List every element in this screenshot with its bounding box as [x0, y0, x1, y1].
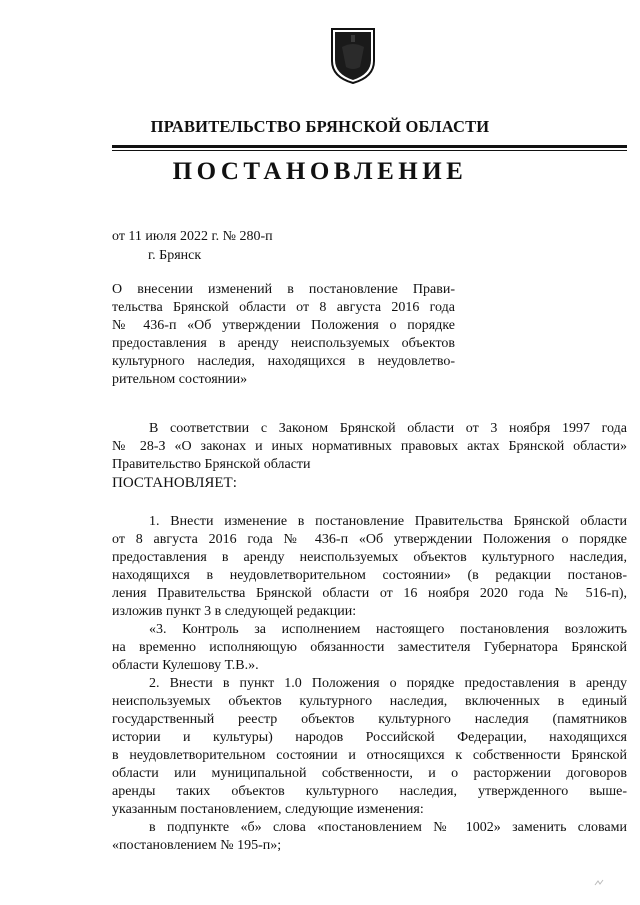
coat-of-arms-icon — [330, 27, 376, 85]
item-1-quote-line: области Кулешову Т.В.». — [112, 658, 259, 673]
subject-line: № 436-п «Об утверждении Положения о порядке — [112, 318, 455, 333]
document-city: г. Брянск — [148, 248, 202, 263]
item-1-quote-paragraph — [112, 621, 627, 675]
item-1-line: находящихся в неудовлетворительном состоянии» (в редакции постанов- — [112, 568, 627, 583]
document-date-number: от 11 июля 2022 г. № 280-п — [112, 229, 273, 244]
item-2-line: истории и культуры) народов Российской Федерации, находящихся — [112, 730, 627, 745]
subject-line: культурного наследия, находящихся в неудовлетво- — [112, 354, 455, 369]
header-rule-thin — [112, 150, 627, 151]
item-2-paragraph — [112, 675, 627, 819]
subject-line: предоставления в аренду неиспользуемых объектов — [112, 336, 455, 351]
preamble-line: В соответствии с Законом Брянской области от 3 ноября 1997 года — [149, 421, 627, 436]
item-2-line: указанным постановлением, следующие изменения: — [112, 802, 424, 817]
item-2-line: аренды таких объектов культурного наследия, утвержденного выше- — [112, 784, 627, 799]
item-2-line: государственный реестр объектов культурного наследия (памятников — [112, 712, 627, 727]
subject-line: О внесении изменений в постановление Прави- — [112, 282, 455, 297]
preamble-paragraph — [112, 420, 627, 492]
organization-name: ПРАВИТЕЛЬСТВО БРЯНСКОЙ ОБЛАСТИ — [150, 117, 490, 136]
item-1-quote-line: «3. Контроль за исполнением настоящего постановления возложить — [149, 622, 627, 637]
document-subject — [112, 281, 455, 389]
item-1-line: ления Правительства Брянской области от 16 ноября 2020 года № 516-п), — [112, 586, 627, 601]
item-2-line: неиспользуемых объектов культурного наследия, включенных в единый — [112, 694, 627, 709]
decree-word: ПОСТАНОВЛЯЕТ: — [112, 475, 237, 491]
item-1-paragraph — [112, 513, 627, 621]
header-rule-thick — [112, 145, 627, 148]
item-2-sub-line: в подпункте «б» слова «постановлением № 1002» заменить словами — [149, 820, 627, 835]
item-1-line: предоставления в аренду неиспользуемых объектов культурного наследия, — [112, 550, 627, 565]
item-1-line: от 8 августа 2016 года № 436-п «Об утверждении Положения о порядке — [112, 532, 627, 547]
item-2-line: в неудовлетворительном состоянии и относящихся к собственности Брянской — [112, 748, 627, 763]
item-1-line: изложив пункт 3 в следующей редакции: — [112, 604, 357, 619]
item-2-subparagraph — [112, 819, 627, 855]
scan-artifact — [594, 874, 604, 882]
preamble-line: № 28-З «О законах и иных нормативных правовых актах Брянской области» — [112, 439, 627, 454]
item-1-line: 1. Внести изменение в постановление Правительства Брянской области — [149, 514, 627, 529]
item-2-line: области или муниципальной собственности, и о расторжении договоров — [112, 766, 627, 781]
document-title: ПОСТАНОВЛЕНИЕ — [172, 158, 468, 185]
item-1-quote-line: на временно исполняющую обязанности заместителя Губернатора Брянской — [112, 640, 627, 655]
subject-line: рительном состоянии» — [112, 372, 248, 387]
subject-line: тельства Брянской области от 8 августа 2016 года — [112, 300, 455, 315]
item-2-sub-line: «постановлением № 195-п»; — [112, 838, 282, 853]
item-2-line: 2. Внести в пункт 1.0 Положения о порядке предоставления в аренду — [149, 676, 627, 691]
preamble-line: Правительство Брянской области — [112, 457, 311, 472]
